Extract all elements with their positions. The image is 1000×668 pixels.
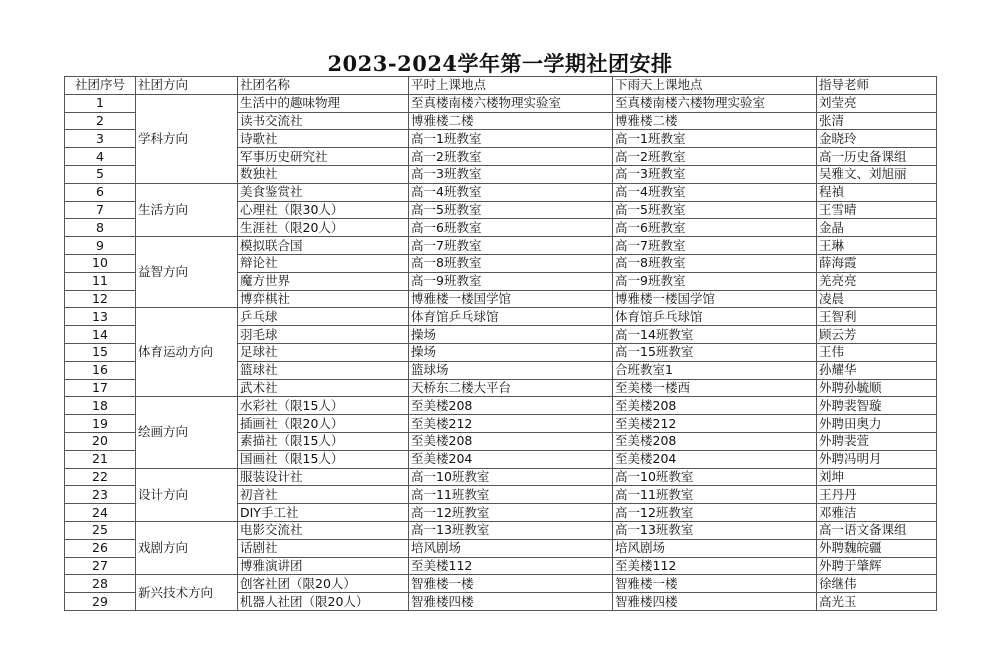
cell-rainy-day-location: 高一11班教室 <box>613 486 817 504</box>
cell-club-name: 素描社（限15人） <box>238 432 409 450</box>
cell-club-name: 初音社 <box>238 486 409 504</box>
cell-instructor: 王伟 <box>817 343 937 361</box>
cell-rainy-day-location: 至美楼一楼西 <box>613 379 817 397</box>
cell-regular-location: 至美楼112 <box>409 557 613 575</box>
cell-regular-location: 培风剧场 <box>409 539 613 557</box>
cell-instructor: 王琳 <box>817 237 937 255</box>
cell-club-number: 8 <box>65 219 136 237</box>
cell-club-direction: 戏剧方向 <box>136 521 238 574</box>
cell-rainy-day-location: 至真楼南楼六楼物理实验室 <box>613 94 817 112</box>
header-club-direction: 社团方向 <box>136 77 238 95</box>
cell-regular-location: 高一13班教室 <box>409 521 613 539</box>
cell-instructor: 外聘魏皖疆 <box>817 539 937 557</box>
cell-regular-location: 高一7班教室 <box>409 237 613 255</box>
header-club-name: 社团名称 <box>238 77 409 95</box>
cell-club-name: 创客社团（限20人） <box>238 575 409 593</box>
table-row <box>65 521 937 539</box>
cell-club-name: 话剧社 <box>238 539 409 557</box>
cell-instructor: 高一语文备课组 <box>817 521 937 539</box>
cell-club-number: 16 <box>65 361 136 379</box>
cell-rainy-day-location: 至美楼208 <box>613 397 817 415</box>
cell-regular-location: 智雅楼四楼 <box>409 593 613 611</box>
header-rainy-day-location: 下雨天上课地点 <box>613 77 817 95</box>
cell-instructor: 羌亮亮 <box>817 272 937 290</box>
cell-club-name: 博雅演讲团 <box>238 557 409 575</box>
cell-club-number: 20 <box>65 432 136 450</box>
header-regular-location: 平时上课地点 <box>409 77 613 95</box>
cell-rainy-day-location: 高一8班教室 <box>613 254 817 272</box>
cell-instructor: 王雪晴 <box>817 201 937 219</box>
cell-club-number: 14 <box>65 326 136 344</box>
cell-instructor: 外聘裴萱 <box>817 432 937 450</box>
table-row <box>65 183 937 201</box>
cell-club-name: 水彩社（限15人） <box>238 397 409 415</box>
cell-instructor: 金晓玲 <box>817 130 937 148</box>
cell-regular-location: 高一4班教室 <box>409 183 613 201</box>
cell-club-name: 服装设计社 <box>238 468 409 486</box>
cell-club-name: 羽毛球 <box>238 326 409 344</box>
cell-regular-location: 高一9班教室 <box>409 272 613 290</box>
cell-instructor: 高光玉 <box>817 593 937 611</box>
cell-instructor: 外聘田奥力 <box>817 415 937 433</box>
cell-instructor: 孙耀华 <box>817 361 937 379</box>
cell-regular-location: 高一1班教室 <box>409 130 613 148</box>
cell-club-number: 4 <box>65 148 136 166</box>
cell-regular-location: 至真楼南楼六楼物理实验室 <box>409 94 613 112</box>
cell-club-name: 插画社（限20人） <box>238 415 409 433</box>
cell-instructor: 外聘冯明月 <box>817 450 937 468</box>
cell-rainy-day-location: 至美楼112 <box>613 557 817 575</box>
header-club-number: 社团序号 <box>65 77 136 95</box>
cell-regular-location: 操场 <box>409 343 613 361</box>
cell-regular-location: 高一2班教室 <box>409 148 613 166</box>
cell-club-number: 7 <box>65 201 136 219</box>
cell-club-name: 足球社 <box>238 343 409 361</box>
cell-rainy-day-location: 高一15班教室 <box>613 343 817 361</box>
cell-rainy-day-location: 高一1班教室 <box>613 130 817 148</box>
cell-club-number: 22 <box>65 468 136 486</box>
cell-regular-location: 天桥东二楼大平台 <box>409 379 613 397</box>
cell-club-number: 28 <box>65 575 136 593</box>
cell-club-name: 国画社（限15人） <box>238 450 409 468</box>
cell-rainy-day-location: 高一14班教室 <box>613 326 817 344</box>
cell-regular-location: 篮球场 <box>409 361 613 379</box>
table-row <box>65 308 937 326</box>
cell-regular-location: 体育馆乒乓球馆 <box>409 308 613 326</box>
cell-club-direction: 设计方向 <box>136 468 238 521</box>
cell-rainy-day-location: 合班教室1 <box>613 361 817 379</box>
cell-rainy-day-location: 博雅楼一楼国学馆 <box>613 290 817 308</box>
cell-club-name: 篮球社 <box>238 361 409 379</box>
cell-regular-location: 高一6班教室 <box>409 219 613 237</box>
cell-rainy-day-location: 高一6班教室 <box>613 219 817 237</box>
cell-rainy-day-location: 智雅楼一楼 <box>613 575 817 593</box>
cell-instructor: 张清 <box>817 112 937 130</box>
cell-club-name: 电影交流社 <box>238 521 409 539</box>
cell-club-number: 9 <box>65 237 136 255</box>
cell-club-name: DIY手工社 <box>238 504 409 522</box>
cell-instructor: 刘坤 <box>817 468 937 486</box>
cell-club-number: 5 <box>65 165 136 183</box>
cell-rainy-day-location: 智雅楼四楼 <box>613 593 817 611</box>
cell-regular-location: 高一10班教室 <box>409 468 613 486</box>
cell-rainy-day-location: 高一13班教室 <box>613 521 817 539</box>
cell-rainy-day-location: 体育馆乒乓球馆 <box>613 308 817 326</box>
cell-rainy-day-location: 高一3班教室 <box>613 165 817 183</box>
cell-club-number: 29 <box>65 593 136 611</box>
cell-club-number: 10 <box>65 254 136 272</box>
cell-club-name: 机器人社团（限20人） <box>238 593 409 611</box>
cell-club-number: 6 <box>65 183 136 201</box>
cell-club-name: 博弈棋社 <box>238 290 409 308</box>
page-title: 2023-2024学年第一学期社团安排 <box>327 51 673 76</box>
cell-club-name: 生活中的趣味物理 <box>238 94 409 112</box>
cell-club-number: 12 <box>65 290 136 308</box>
cell-regular-location: 博雅楼一楼国学馆 <box>409 290 613 308</box>
cell-club-number: 23 <box>65 486 136 504</box>
cell-rainy-day-location: 高一7班教室 <box>613 237 817 255</box>
cell-club-number: 26 <box>65 539 136 557</box>
cell-club-name: 魔方世界 <box>238 272 409 290</box>
cell-rainy-day-location: 高一10班教室 <box>613 468 817 486</box>
table-body <box>65 94 937 610</box>
cell-club-number: 24 <box>65 504 136 522</box>
cell-instructor: 凌晨 <box>817 290 937 308</box>
cell-instructor: 邓雅洁 <box>817 504 937 522</box>
cell-regular-location: 至美楼204 <box>409 450 613 468</box>
cell-club-number: 19 <box>65 415 136 433</box>
table-row <box>65 468 937 486</box>
cell-regular-location: 至美楼212 <box>409 415 613 433</box>
cell-club-name: 数独社 <box>238 165 409 183</box>
header-instructor: 指导老师 <box>817 77 937 95</box>
cell-club-name: 乒乓球 <box>238 308 409 326</box>
cell-club-number: 13 <box>65 308 136 326</box>
table-row <box>65 237 937 255</box>
cell-club-number: 1 <box>65 94 136 112</box>
cell-club-name: 辩论社 <box>238 254 409 272</box>
cell-instructor: 薛海霞 <box>817 254 937 272</box>
cell-club-direction: 绘画方向 <box>136 397 238 468</box>
cell-club-name: 军事历史研究社 <box>238 148 409 166</box>
cell-instructor: 刘莹亮 <box>817 94 937 112</box>
cell-regular-location: 高一5班教室 <box>409 201 613 219</box>
table-header-row <box>65 77 937 95</box>
cell-club-direction: 益智方向 <box>136 237 238 308</box>
cell-club-number: 21 <box>65 450 136 468</box>
cell-instructor: 王智利 <box>817 308 937 326</box>
cell-regular-location: 高一11班教室 <box>409 486 613 504</box>
cell-club-name: 美食鉴赏社 <box>238 183 409 201</box>
cell-instructor: 外聘孙毓顺 <box>817 379 937 397</box>
cell-instructor: 金晶 <box>817 219 937 237</box>
cell-regular-location: 博雅楼二楼 <box>409 112 613 130</box>
cell-club-name: 生涯社（限20人） <box>238 219 409 237</box>
cell-instructor: 吴雅文、刘旭丽 <box>817 165 937 183</box>
cell-club-direction: 生活方向 <box>136 183 238 236</box>
cell-club-number: 15 <box>65 343 136 361</box>
cell-rainy-day-location: 培风剧场 <box>613 539 817 557</box>
cell-club-name: 读书交流社 <box>238 112 409 130</box>
cell-club-direction: 学科方向 <box>136 94 238 183</box>
cell-instructor: 高一历史备课组 <box>817 148 937 166</box>
cell-club-number: 3 <box>65 130 136 148</box>
cell-rainy-day-location: 至美楼212 <box>613 415 817 433</box>
cell-club-direction: 新兴技术方向 <box>136 575 238 611</box>
cell-instructor: 顾云芳 <box>817 326 937 344</box>
cell-rainy-day-location: 高一12班教室 <box>613 504 817 522</box>
cell-instructor: 王丹丹 <box>817 486 937 504</box>
table-row <box>65 94 937 112</box>
cell-club-number: 25 <box>65 521 136 539</box>
cell-regular-location: 至美楼208 <box>409 432 613 450</box>
cell-regular-location: 高一8班教室 <box>409 254 613 272</box>
table-row <box>65 575 937 593</box>
cell-club-number: 17 <box>65 379 136 397</box>
cell-regular-location: 高一3班教室 <box>409 165 613 183</box>
cell-instructor: 外聘裴智璇 <box>817 397 937 415</box>
cell-rainy-day-location: 至美楼208 <box>613 432 817 450</box>
cell-instructor: 程禎 <box>817 183 937 201</box>
club-schedule-table <box>64 76 937 611</box>
cell-regular-location: 至美楼208 <box>409 397 613 415</box>
cell-regular-location: 操场 <box>409 326 613 344</box>
cell-club-name: 模拟联合国 <box>238 237 409 255</box>
cell-rainy-day-location: 博雅楼二楼 <box>613 112 817 130</box>
cell-club-direction: 体育运动方向 <box>136 308 238 397</box>
table-row <box>65 397 937 415</box>
cell-club-name: 武术社 <box>238 379 409 397</box>
cell-rainy-day-location: 高一4班教室 <box>613 183 817 201</box>
cell-club-name: 诗歌社 <box>238 130 409 148</box>
cell-rainy-day-location: 至美楼204 <box>613 450 817 468</box>
cell-club-number: 27 <box>65 557 136 575</box>
cell-instructor: 外聘于肇辉 <box>817 557 937 575</box>
cell-rainy-day-location: 高一9班教室 <box>613 272 817 290</box>
cell-club-number: 18 <box>65 397 136 415</box>
cell-instructor: 徐继伟 <box>817 575 937 593</box>
cell-club-number: 11 <box>65 272 136 290</box>
cell-rainy-day-location: 高一2班教室 <box>613 148 817 166</box>
cell-club-number: 2 <box>65 112 136 130</box>
cell-rainy-day-location: 高一5班教室 <box>613 201 817 219</box>
cell-regular-location: 高一12班教室 <box>409 504 613 522</box>
cell-regular-location: 智雅楼一楼 <box>409 575 613 593</box>
cell-club-name: 心理社（限30人） <box>238 201 409 219</box>
